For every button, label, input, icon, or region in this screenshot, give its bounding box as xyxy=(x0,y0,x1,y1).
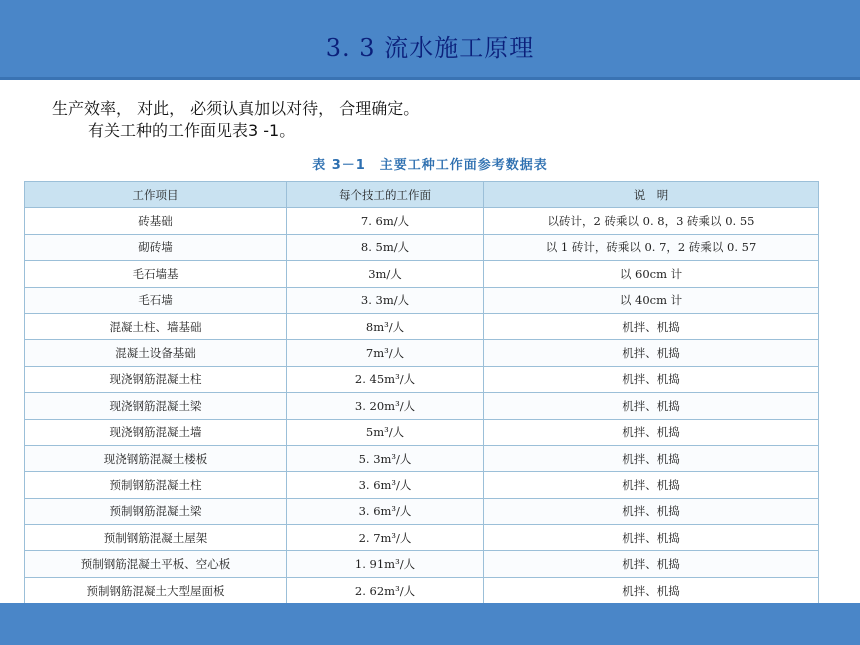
table-row xyxy=(25,261,819,287)
table-row xyxy=(25,366,819,392)
cell-work-item: 毛石墙 xyxy=(25,287,287,313)
cell-work-surface: 7. 6m/人 xyxy=(287,208,484,234)
cell-work-surface: 7m³/人 xyxy=(287,340,484,366)
title-bar xyxy=(0,0,860,80)
header-work-surface: 每个技工的工作面 xyxy=(287,182,484,208)
table-header-row xyxy=(25,182,819,208)
cell-notes: 机拌、机捣 xyxy=(484,419,819,445)
table-row xyxy=(25,287,819,313)
cell-work-surface: 3m/人 xyxy=(287,261,484,287)
cell-work-surface: 5m³/人 xyxy=(287,419,484,445)
intro-line-2: 有关工种的工作面见表3 -1。 xyxy=(88,121,296,140)
cell-work-item: 砖基础 xyxy=(25,208,287,234)
cell-work-item: 预制钢筋混凝土柱 xyxy=(25,472,287,498)
table-row xyxy=(25,419,819,445)
header-work-item: 工作项目 xyxy=(25,182,287,208)
cell-work-item: 砌砖墙 xyxy=(25,234,287,260)
cell-notes: 机拌、机捣 xyxy=(484,393,819,419)
cell-notes: 机拌、机捣 xyxy=(484,577,819,603)
cell-notes: 以 1 砖计，砖乘以 0. 7，2 砖乘以 0. 57 xyxy=(484,234,819,260)
cell-work-surface: 5. 3m³/人 xyxy=(287,445,484,471)
cell-work-item: 现浇钢筋混凝土楼板 xyxy=(25,445,287,471)
table-row xyxy=(25,313,819,339)
table-row xyxy=(25,498,819,524)
table-row xyxy=(25,393,819,419)
table-row xyxy=(25,445,819,471)
cell-notes: 以砖计，2 砖乘以 0. 8，3 砖乘以 0. 55 xyxy=(484,208,819,234)
intro-text xyxy=(52,98,812,142)
table-row xyxy=(25,340,819,366)
slide-title: 3. 3 流水施工原理 xyxy=(325,34,535,62)
table-row xyxy=(25,551,819,577)
cell-work-surface: 8m³/人 xyxy=(287,313,484,339)
cell-work-item: 预制钢筋混凝土平板、空心板 xyxy=(25,551,287,577)
cell-work-surface: 2. 7m³/人 xyxy=(287,525,484,551)
cell-work-surface: 3. 6m³/人 xyxy=(287,472,484,498)
work-surface-table xyxy=(24,181,819,604)
cell-work-item: 混凝土设备基础 xyxy=(25,340,287,366)
table-row xyxy=(25,577,819,603)
cell-work-surface: 2. 62m³/人 xyxy=(287,577,484,603)
cell-work-item: 预制钢筋混凝土大型屋面板 xyxy=(25,577,287,603)
cell-work-surface: 2. 45m³/人 xyxy=(287,366,484,392)
table-row xyxy=(25,208,819,234)
cell-notes: 机拌、机捣 xyxy=(484,498,819,524)
cell-notes: 机拌、机捣 xyxy=(484,340,819,366)
cell-work-item: 混凝土柱、墙基础 xyxy=(25,313,287,339)
table-caption: 表 3－1 主要工种工作面参考数据表 xyxy=(312,158,548,173)
cell-work-item: 毛石墙基 xyxy=(25,261,287,287)
table-row xyxy=(25,525,819,551)
cell-work-surface: 3. 3m/人 xyxy=(287,287,484,313)
cell-notes: 机拌、机捣 xyxy=(484,313,819,339)
cell-notes: 机拌、机捣 xyxy=(484,551,819,577)
cell-notes: 机拌、机捣 xyxy=(484,445,819,471)
table-row xyxy=(25,234,819,260)
cell-work-item: 现浇钢筋混凝土梁 xyxy=(25,393,287,419)
intro-line-1: 生产效率， 对此， 必须认真加以对待， 合理确定。 xyxy=(52,99,420,118)
cell-work-item: 现浇钢筋混凝土墙 xyxy=(25,419,287,445)
cell-work-surface: 1. 91m³/人 xyxy=(287,551,484,577)
cell-notes: 以 60cm 计 xyxy=(484,261,819,287)
cell-notes: 机拌、机捣 xyxy=(484,472,819,498)
cell-notes: 机拌、机捣 xyxy=(484,366,819,392)
cell-work-surface: 3. 20m³/人 xyxy=(287,393,484,419)
footer-bar xyxy=(0,603,860,645)
cell-work-surface: 3. 6m³/人 xyxy=(287,498,484,524)
table-row xyxy=(25,472,819,498)
cell-work-item: 预制钢筋混凝土梁 xyxy=(25,498,287,524)
cell-notes: 以 40cm 计 xyxy=(484,287,819,313)
cell-work-surface: 8. 5m/人 xyxy=(287,234,484,260)
header-notes: 说 明 xyxy=(484,182,819,208)
cell-notes: 机拌、机捣 xyxy=(484,525,819,551)
cell-work-item: 现浇钢筋混凝土柱 xyxy=(25,366,287,392)
table-body xyxy=(25,208,819,604)
cell-work-item: 预制钢筋混凝土屋架 xyxy=(25,525,287,551)
